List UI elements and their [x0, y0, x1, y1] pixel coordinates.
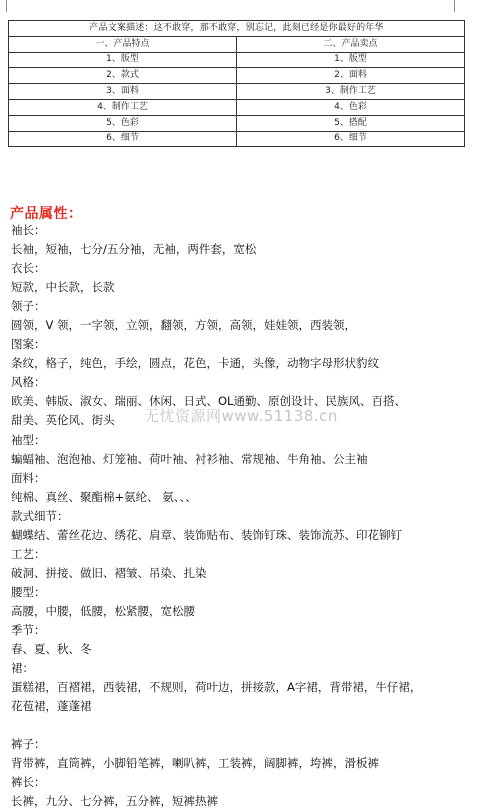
selling-points-column-title: 二、产品卖点 [237, 36, 465, 52]
attribute-line: 长袖，短袖，七分/五分袖，无袖，两件套，宽松 [11, 242, 257, 257]
table-cell: 1、版型 [9, 52, 237, 68]
product-attributes-title: 产品属性： [10, 206, 83, 222]
attribute-line: 蝙蝠袖、泡泡袖、灯笼袖、荷叶袖、衬衫袖、常规袖、牛角袖、公主袖 [11, 451, 368, 466]
product-attributes-list [11, 221, 476, 811]
attribute-line: 条纹，格子，纯色，手绘，圆点，花色，卡通，头像，动物字母形状豹纹 [11, 356, 379, 371]
attribute-line: 高腰，中腰，低腰，松紧腰，宽松腰 [11, 603, 195, 618]
attribute-line: 破洞、拼接、做旧、褶皱、吊染、扎染 [11, 565, 207, 580]
table-row [9, 52, 465, 68]
attribute-line: 袖型： [11, 432, 46, 447]
table-row [9, 84, 465, 100]
table-cell: 1、版型 [237, 52, 465, 68]
attribute-line: 图案： [11, 337, 46, 352]
table-row [9, 99, 465, 115]
attribute-line: 圆领，V 领，一字领，立领，翻领，方领，高领，娃娃领，西装领， [11, 318, 357, 333]
table-row [9, 68, 465, 84]
table-cell: 2、面料 [237, 68, 465, 84]
attribute-line: 领子： [11, 299, 46, 314]
attribute-line: 裤子： [11, 737, 46, 752]
attribute-line: 蛋糕裙，百褶裙，西装裙，不规则，荷叶边，拼接款，A字裙，背带裙，牛仔裙， [11, 680, 422, 695]
attribute-line: 长裤，九分、七分裤，五分裤，短裤热裤 [11, 794, 218, 809]
attribute-line: 春、夏、秋、冬 [11, 642, 92, 657]
attribute-line: 裙： [11, 661, 34, 676]
page-corner-marker-left [0, 0, 7, 12]
table-cell: 3、面料 [9, 84, 237, 100]
attribute-line: 短款，中长款，长款 [11, 280, 115, 295]
attribute-line: 背带裤，直筒裤，小脚铅笔裤，喇叭裤，工装裤，阔脚裤，垮裤，滑板裤 [11, 756, 379, 771]
attribute-line: 纯棉、真丝、聚酯棉+氨纶、 氨、、、 [11, 489, 197, 504]
table-row [9, 131, 465, 147]
page-corner-marker-right [454, 0, 461, 12]
table-cell: 4、色彩 [237, 99, 465, 115]
table-cell: 4、制作工艺 [9, 99, 237, 115]
attribute-line: 衣长： [11, 261, 46, 276]
table-title-row [9, 36, 465, 52]
table-row [9, 115, 465, 131]
attribute-line: 季节： [11, 622, 46, 637]
attribute-line: 款式细节： [11, 508, 69, 523]
attribute-line: 腰型： [11, 584, 46, 599]
attribute-line: 甜美、英伦风、街头 [11, 413, 115, 428]
attribute-line: 欧美、韩版、淑女、瑞丽、休闲、日式、OL通勤、原创设计、民族风、百搭、 [11, 394, 406, 409]
attribute-line: 工艺： [11, 546, 46, 561]
table-cell: 2、款式 [9, 68, 237, 84]
attribute-line: 蝴蝶结、蕾丝花边、绣花、肩章、装饰贴布、装饰钉珠、装饰流苏、印花铆钉 [11, 527, 402, 542]
attribute-line: 裤长： [11, 775, 46, 790]
table-header-cell: 产品文案描述：这不敢穿，那不敢穿，别忘记，此刻已经是你最好的年华 [9, 21, 465, 37]
table-cell: 5、搭配 [237, 115, 465, 131]
table-cell: 5、色彩 [9, 115, 237, 131]
table-cell: 6、细节 [9, 131, 237, 147]
product-description-table [8, 20, 465, 147]
table-cell: 3、制作工艺 [237, 84, 465, 100]
attribute-line: 花苞裙，蓬蓬裙 [11, 699, 92, 714]
site-watermark: 无忧资源网www.51138.cn [144, 407, 338, 425]
attribute-line [11, 716, 476, 735]
table-header-row [9, 21, 465, 37]
attribute-line: 袖长： [11, 223, 46, 237]
attribute-line: 面料： [11, 470, 46, 485]
features-column-title: 一、产品特点 [9, 36, 237, 52]
table-cell: 6、细节 [237, 131, 465, 147]
attribute-line: 风格： [11, 375, 46, 390]
